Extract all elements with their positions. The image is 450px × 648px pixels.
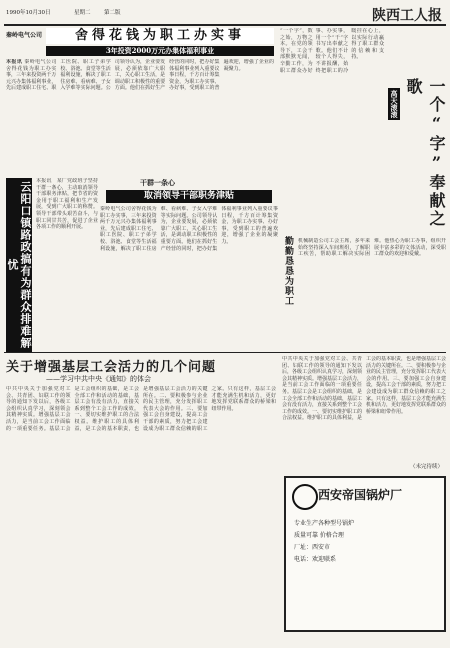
ad-line-2: 质量可靠 价格合理	[294, 532, 344, 539]
ad-box	[284, 476, 446, 632]
side-feature-body: “一个字”，数之始，万物之本。在党的领导下，工会干部默默无闻，辛勤工作，为职工群众办好事、办实事，用一个“干”字书写出奉献之歌。他们不计较个人得失，不讲报酬，始终把职工的冷暖挂在心上，以实际行动赢得了职工群众的信赖和支持。	[280, 28, 384, 74]
page-number: 第二版	[104, 10, 121, 16]
left-vertical-title: 云阳口镇路政搞有为群众排难解忧	[6, 178, 32, 352]
header-rule	[4, 24, 446, 26]
lead-kicker: 秦岭电气公司	[6, 32, 43, 39]
mid-strip-body: 秦岭电气公司舍得花钱为职工办实事，三年来投资两千万元兴办集体福利事业，先后建成职工住宅、职工医院、职工子弟学校、浴池、食堂等生活福利设施，解决了职工住房难、看病难、子女入学难等实际问题。公司领导认为，企业要发展，必须依靠广大职工，关心职工生活，是调动职工积极性的重要方面。他们在抓好生产经营的同时，把办好集体福利事业列入重要议事日程，千方百计筹集资金，为职工办实事、办好事，受到职工的普遍欢迎，增强了企业的凝聚力。	[100, 206, 278, 252]
side-feature-label: 高天滚滚	[390, 90, 399, 118]
section-rule	[4, 352, 446, 353]
lead-headline: 舍得花钱为职工办实事	[46, 28, 274, 44]
main-article-title: 关于增强基层工会活力的几个问题	[6, 360, 217, 375]
lead-article	[6, 28, 276, 176]
mid-strip-headline: 取消领导干部职务津贴	[106, 190, 272, 203]
right-story	[282, 236, 446, 350]
right-story-body: 机械制造公司工会主席，多年来始终坚持深入车间班组，了解职工疾苦，帮助职工解决实际困难。他热心为职工办事，组织开展丰富多彩的文体活动，深受职工群众的欢迎和爱戴。	[298, 238, 446, 258]
lead-body-text: 秦岭电气公司舍得花钱为职工办实事，三年来投资两千万元兴办集体福利事业，先后建成职工住宅、职工医院、职工子弟学校、浴池、食堂等生活福利设施，解决了职工住房难、看病难、子女入学难等实际问题。公司领导认为，企业要发展，必须依靠广大职工，关心职工生活，是调动职工积极性的重要方面。他们在抓好生产经营的同时，把办好集体福利事业列入重要议事日程，千方百计筹集资金，为职工办实事、办好事，受到职工的普遍欢迎，增强了企业的凝聚力。	[6, 59, 274, 92]
mid-strip-lead-in: 干群一条心	[140, 178, 175, 187]
page-header	[4, 4, 446, 24]
date-line: 1990年10月30日	[6, 10, 51, 16]
side-feature	[280, 28, 446, 233]
right-column-body: 中共中央关于加强党对工会、共青团、妇联工作的领导的通知下发以后，各级工会组织认真学习，深刻领会其精神实质。增强基层工会活力，是当前工会工作面临的一项重要任务。基层工会是工会组织的基础，是工会全部工作和活动的基础，基层工会有没有活力，直接关系到整个工会工作的成效。一、要切实维护职工的合法权益。维护职工的具体利益，是工会的基本职责，也是增强基层工会活力的关键所在。二、要积极参与企业的民主管理，充分发挥职工代表大会的作用。三、要加强工会自身建设，提高工会干部的素质，努力把工会建设成为职工群众信赖的职工之家。只有这样，基层工会才能充满生机和活力，更好地发挥党联系群众的桥梁和纽带作用。	[282, 356, 446, 422]
right-story-title: 勤勤恳恳为职工	[283, 236, 293, 306]
left-vertical-body	[36, 178, 98, 348]
ad-logo-icon	[292, 484, 318, 510]
lead-body	[6, 59, 274, 174]
lead-subhead: 3年投资2000万元办集体福利事业	[46, 46, 274, 56]
weekday: 星期二	[74, 10, 91, 16]
ad-line-4: 电话：欢迎联系	[294, 556, 337, 563]
side-feature-title: 一个“字”奉献之歌	[404, 78, 446, 228]
author-note: （未完待续）	[410, 464, 444, 470]
masthead: 陕西工人报	[372, 8, 442, 24]
main-article-subtitle: ——学习中共中央《通知》的体会	[46, 375, 151, 383]
left-vertical-body-text: 本报讯 某厂党政班子坚持干群一条心，主动取消领导干部职务津贴，把节省的资金用于职工福利和生产发展，受到广大职工的称赞。领导干部带头艰苦奋斗，与职工同甘共苦，促进了企业各项工作的顺利开展。	[36, 178, 98, 231]
main-article	[6, 356, 276, 644]
main-article-body: 中共中央关于加强党对工会、共青团、妇联工作的领导的通知下发以后，各级工会组织认真学习，深刻领会其精神实质。增强基层工会活力，是当前工会工作面临的一项重要任务。基层工会是工会组织的基础，是工会全部工作和活动的基础，基层工会有没有活力，直接关系到整个工会工作的成效。一、要切实维护职工的合法权益。维护职工的具体利益，是工会的基本职责，也是增强基层工会活力的关键所在。二、要积极参与企业的民主管理，充分发挥职工代表大会的作用。三、要加强工会自身建设，提高工会干部的素质，努力把工会建设成为职工群众信赖的职工之家。只有这样，基层工会才能充满生机和活力，更好地发挥党联系群众的桥梁和纽带作用。	[6, 386, 276, 432]
lead-byline: 本报讯	[6, 59, 23, 65]
ad-line-1: 专业生产各种型号锅炉	[294, 520, 355, 527]
ad-title: 西安帝国锅炉厂	[318, 488, 403, 502]
ad-line-3: 厂址：西安市	[294, 544, 331, 551]
mid-strip	[100, 178, 278, 350]
